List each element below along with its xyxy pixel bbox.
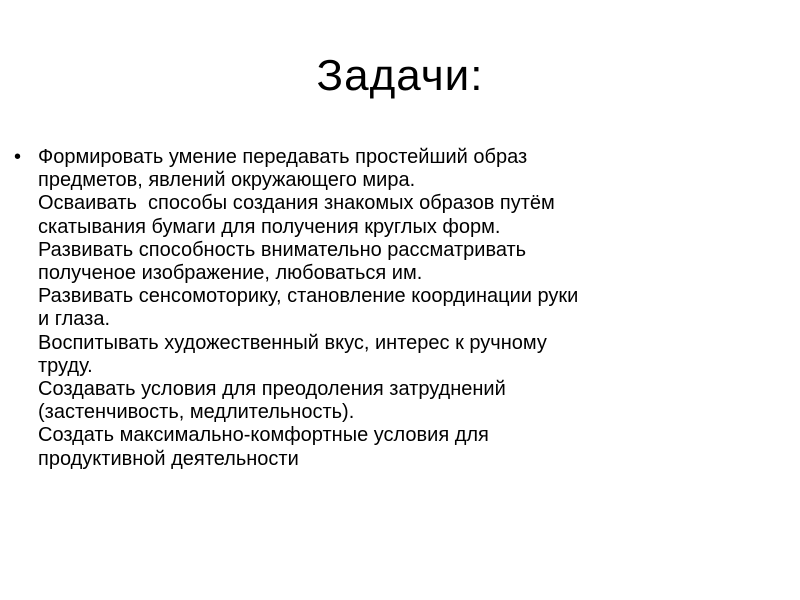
text-line: и глаза.: [38, 308, 111, 331]
slide-title: Задачи:: [316, 51, 484, 100]
text-line: полученое изображение, любоваться им.: [38, 262, 423, 285]
text-line: труду.: [38, 354, 93, 377]
text-line: Формировать умение передавать простейший образ: [38, 146, 528, 168]
text-line: Создавать условия для преодоления затруднений: [38, 378, 506, 401]
text-line: Воспитывать художественный вкус, интерес к ручному: [38, 331, 547, 354]
text-line: Осваивать способы создания знакомых образов путём: [38, 192, 555, 215]
bullet-text: [38, 146, 774, 471]
bullet-item: [14, 146, 774, 471]
text-line: Развивать способность внимательно рассматривать: [38, 238, 527, 261]
text-line: продуктивной деятельности: [38, 447, 299, 470]
text-line: Развивать сенсомоторику, становление координации руки: [38, 285, 579, 308]
bullet-dot-icon: •: [14, 146, 22, 168]
text-line: Создать максимально-комфортные условия для: [38, 424, 489, 447]
text-line: предметов, явлений окружающего мира.: [38, 169, 416, 192]
text-line: (застенчивость, медлительность).: [38, 401, 355, 424]
bullet-list: [14, 146, 774, 471]
text-line: скатывания бумаги для получения круглых форм.: [38, 215, 501, 238]
